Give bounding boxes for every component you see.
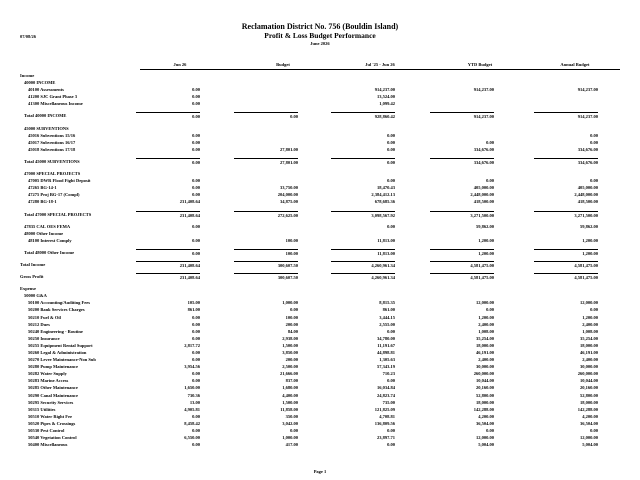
section-heading [0,230,640,237]
table-row [0,314,640,321]
row-label: 50250 Insurance [28,335,60,341]
table-row [0,100,640,107]
row-value: 2,448,000.00 [470,192,494,198]
row-label: Total 47000 SPECIAL PROJECTS [24,211,92,217]
row-value: 36,504.00 [580,420,598,426]
table-row [0,413,640,420]
table-row [0,434,640,441]
row-value: 35,254.00 [476,335,494,341]
row-value: 59,862.00 [476,223,494,229]
table-row [0,420,640,427]
row-value: 914,237.00 [577,87,598,93]
row-value: 0.00 [192,371,200,377]
row-value: 0.00 [387,442,395,448]
row-label: Expense [20,286,37,292]
row-label: 45018 Subventions 17/18 [28,146,76,152]
row-value: 4,400.00 [282,392,298,398]
row-value: 1,500.00 [282,399,298,405]
row-value: 0.00 [192,178,200,184]
row-value: 11,813.00 [377,237,395,243]
row-label: 41200 SJC Grant Phase 3 [28,94,78,100]
row-value: 46,191.00 [580,350,598,355]
row-value: 21,666.00 [280,371,298,377]
row-value: 3,271,500.00 [430,211,494,219]
row-value: 2,555.00 [379,321,395,327]
row-value: 0.00 [590,139,598,145]
row-value: 52,800.00 [580,392,598,398]
row-value: 861.00 [187,307,200,313]
row-value: 928,860.42 [331,112,395,120]
row-label: 50255 Equipment Rental Support [28,342,93,348]
row-value: 36,504.00 [476,420,494,426]
row-value: 1,200.00 [582,314,598,320]
row-label: 50100 Accounting/Auditing Fees [28,300,91,306]
row-value: 1,650.00 [184,385,200,391]
table-row [0,299,640,306]
row-value: 1,200.00 [478,237,494,243]
table-row [0,399,640,406]
row-value: 13,524.00 [377,94,395,100]
row-value: 0.00 [192,101,200,107]
row-value: 23,897.71 [377,435,395,441]
row-label: 50200 Bank Services Charges [28,307,85,313]
row-value: 0.00 [387,132,395,138]
total-row [0,211,640,218]
table-row [0,93,640,100]
row-value: 27,801.00 [280,146,298,152]
row-value: 405,000.00 [473,185,494,191]
row-value: 1,000.00 [282,435,298,441]
row-value: 1,000.00 [282,300,298,306]
table-row [0,191,640,198]
row-value: 334,676.00 [577,146,598,152]
row-value: 417.00 [285,442,298,448]
row-value: 4,905.81 [184,406,200,412]
row-value: 12,000.00 [476,435,494,441]
table-row [0,363,640,370]
row-value: 0.00 [387,139,395,145]
row-value: 3,042.00 [282,420,298,426]
row-value: 0.00 [192,237,200,243]
column-header-budget: Budget [276,62,290,67]
row-value: 2,500.00 [282,364,298,370]
table-row [0,86,640,93]
row-value: 0.00 [590,307,598,313]
column-headers [0,62,640,70]
row-label: 45017 Subventions 16/17 [28,139,76,145]
row-value: 34,875.00 [280,199,298,205]
row-value: 735.00 [382,399,395,405]
row-value: 4,200.00 [478,413,494,419]
table-row [0,384,640,391]
row-value: 8,458.42 [184,420,200,426]
row-label: 50315 Utilities [28,406,56,412]
row-value: 1,099.42 [379,101,395,107]
row-value: 3,098,567.92 [331,211,395,219]
row-value: 136,809.56 [374,420,395,426]
row-label: 45000 SUBVENTIONS [24,125,69,131]
table-row [0,223,640,230]
row-label: 50283 Marine Access [28,378,69,384]
table-row [0,441,640,448]
table-row [0,427,640,434]
row-value: 0.00 [192,146,200,152]
row-value: 46,191.00 [476,350,494,355]
column-header-ytd: Jul '25 - Jun 26 [365,62,395,67]
row-label: 50530 Pest Control [28,428,65,434]
row-value: 0.00 [192,442,200,448]
row-value: 0.00 [590,428,598,434]
row-value: 0.00 [486,178,494,184]
row-value: 4,260,961.34 [331,273,395,281]
row-value: 3,954.56 [184,364,200,370]
page-number: Page 1 [313,469,327,474]
row-value: 0.00 [192,350,200,355]
table-row [0,132,640,139]
row-value: 4,581,475.00 [534,261,598,269]
row-value: 4,200.00 [582,413,598,419]
row-value: 0.00 [192,357,200,363]
row-value: 0.00 [192,132,200,138]
section-heading [0,285,640,292]
row-label: Total 48000 Other Income [24,249,75,255]
row-value: 914,237.00 [374,87,395,93]
column-header-ytd-budget: YTD Budget [467,62,493,67]
row-value: 30,000.00 [580,364,598,370]
row-value: 730.36 [187,392,200,398]
column-header-annual-budget: Annual Budget [560,62,590,67]
section-heading [0,72,640,79]
row-value: 6,550.00 [184,435,200,441]
row-value: 0.00 [136,249,200,257]
row-value: 0.00 [192,314,200,320]
row-value: 3,271,500.00 [534,211,598,219]
table-row [0,306,640,313]
row-value: 0.00 [590,132,598,138]
row-value: 4,581,475.00 [534,273,598,281]
row-value: 18,000.00 [580,399,598,405]
row-value: 914,237.00 [430,112,494,120]
row-value: 2,384,412.13 [371,192,395,198]
row-value: 0.00 [387,328,395,334]
row-value: 12,000.00 [476,300,494,306]
row-value: 0.00 [192,335,200,341]
row-value: 0.00 [136,112,200,120]
row-value: 2,817.72 [184,342,200,348]
row-label: 47280 BG-18-1 [28,199,57,205]
row-value: 142,288.00 [473,406,494,412]
row-value: 5,004.00 [582,442,598,448]
row-label: 50000 G&A [24,293,47,299]
row-value: 0.00 [290,428,298,434]
row-value: 8,815.35 [379,300,395,306]
row-value: 3,850.00 [282,350,298,355]
row-value: 2,400.00 [478,321,494,327]
row-value: 100.00 [285,314,298,320]
row-label: Income [20,73,35,78]
row-value: 100.00 [285,237,298,243]
row-value: 52,800.00 [476,392,494,398]
row-value: 0.00 [387,146,395,152]
row-value: 914,237.00 [473,87,494,93]
row-value: 2,400.00 [582,357,598,363]
row-value: 260,000.00 [473,371,494,377]
row-value: 10,044.00 [476,378,494,384]
row-value: 0.00 [192,413,200,419]
row-value: 0.00 [486,307,494,313]
row-value: 2,938.00 [282,335,298,341]
row-value: 231,408.64 [179,199,200,205]
row-label: Total 45000 SUBVENTIONS [24,158,80,164]
report-rows [0,72,640,448]
row-label: 50520 Pipes & Crossings [28,420,76,426]
row-value: 914,237.00 [534,112,598,120]
row-value: 0.00 [192,328,200,334]
row-value: 710.23 [382,371,395,377]
row-value: 861.00 [382,307,395,313]
row-value: 142,288.00 [577,406,598,412]
row-value: 837.00 [285,378,298,384]
total-row [0,261,640,268]
table-row [0,184,640,191]
table-row [0,146,640,153]
row-value: 300,607.50 [234,273,298,281]
row-value: 27,801.00 [234,158,298,166]
row-value: 18,000.00 [476,342,494,348]
row-value: 0.00 [192,139,200,145]
row-value: 0.00 [290,307,298,313]
row-label: 45016 Subventions 15/16 [28,132,76,138]
row-value: 0.00 [192,185,200,191]
row-label: 48000 Other Income [24,230,64,236]
row-value: 24,823.74 [377,392,395,398]
row-value: 12,000.00 [580,300,598,306]
row-value: 405,000.00 [577,185,598,191]
row-value: 0.00 [234,112,298,120]
row-value: 2,400.00 [582,321,598,327]
row-label: 47000 SPECIAL PROJECTS [24,171,81,177]
row-value: 34,780.00 [377,335,395,341]
row-value: 30,000.00 [476,364,494,370]
row-value: 0.00 [331,158,395,166]
row-value: 4,708.81 [379,413,395,419]
row-value: 418,500.00 [577,199,598,205]
row-value: 0.00 [192,223,200,229]
row-value: 0.00 [192,192,200,198]
row-value: 231,408.64 [136,273,200,281]
table-row [0,139,640,146]
row-value: 5,004.00 [478,442,494,448]
row-value: 18,000.00 [476,399,494,405]
row-value: 121,825.09 [374,406,395,412]
table-row [0,237,640,244]
table-row [0,321,640,328]
row-label: 41300 Miscellaneous Income [28,101,83,107]
row-value: 200.00 [285,357,298,363]
row-value: 105.00 [187,300,200,306]
row-value: 0.00 [192,428,200,434]
row-value: 0.00 [192,87,200,93]
row-value: 18,000.00 [580,342,598,348]
row-value: 0.00 [136,158,200,166]
row-value: 418,500.00 [473,199,494,205]
column-header-jun: Jun 26 [173,62,187,67]
row-value: 0.00 [387,223,395,229]
row-label: 50270 Levee Maintenance-Non Sub [28,357,96,363]
row-value: 0.00 [192,321,200,327]
row-value: 1,200.00 [430,249,494,257]
row-value: 20,160.00 [476,385,494,391]
row-value: 4,581,475.00 [430,273,494,281]
section-heading [0,292,640,299]
row-value: 13.00 [189,399,200,405]
table-row [0,406,640,413]
report-subtitle: Profit & Loss Budget Performance [264,31,376,40]
section-heading [0,125,640,132]
row-label: 48100 Interest Comply [28,237,72,243]
row-value: 0.00 [486,139,494,145]
row-value: 4,260,961.34 [331,261,395,269]
row-label: 50510 Water Right Fee [28,413,72,419]
section-heading [0,170,640,177]
row-value: 10,044.00 [580,378,598,384]
row-value: 0.00 [486,428,494,434]
table-row [0,342,640,349]
row-value: 0.00 [387,178,395,184]
row-label: 40000 INCOME [24,80,56,86]
header-rule [140,69,620,70]
row-label: Total 40000 INCOME [24,113,67,119]
row-label: 47265 BG-14-1 [28,185,57,191]
row-value: 84.00 [287,328,298,334]
row-value: 0.00 [590,178,598,184]
table-row [0,328,640,335]
row-label: 50212 Dues [28,321,50,327]
row-value: 231,408.64 [136,261,200,269]
row-value: 0.00 [192,378,200,384]
row-value: 334,676.00 [473,146,494,152]
row-value: 1,305.63 [379,357,395,363]
row-label: Gross Profit [20,274,44,280]
report-period: June 2026 [310,41,330,46]
row-value: 200.00 [285,321,298,327]
row-label: 50240 Engineering - Routine [28,328,83,334]
row-value: 1,500.00 [282,342,298,348]
row-label: 50280 Pump Maintenance [28,364,78,370]
row-value: 0.00 [192,94,200,100]
table-row [0,356,640,363]
row-label: 50285 Other Maintenance [28,385,78,391]
table-row [0,335,640,342]
row-value: 33,750.00 [280,185,298,191]
row-value: 57,343.19 [377,364,395,370]
row-label: 50210 Fuel & Oil [28,314,61,320]
table-row [0,349,640,356]
row-value: 44,898.81 [377,350,395,355]
row-value: 11,858.00 [280,406,298,412]
row-label: 50282 Water Supply [28,371,67,377]
row-value: 35,254.00 [580,335,598,341]
row-value: 231,408.64 [136,211,200,219]
row-label: 47005 DWR Flood Fight Deposit [28,178,91,184]
row-value: 59,862.00 [580,223,598,229]
row-value: 1,200.00 [534,249,598,257]
row-label: 47835 CAL OES FEMA [24,223,71,229]
row-value: 334,676.00 [430,158,494,166]
row-value: 4,581,475.00 [430,261,494,269]
row-value: 1,680.00 [282,385,298,391]
row-value: 678,685.36 [374,199,395,205]
row-label: 47275 Proj BG-17 (Compl) [28,192,80,198]
total-row [0,158,640,165]
total-row [0,249,640,256]
table-row [0,177,640,184]
row-value: 0.00 [387,428,395,434]
row-value: 350.00 [285,413,298,419]
row-value: 3,444.15 [379,314,395,320]
row-value: 20,160.00 [580,385,598,391]
table-row [0,392,640,399]
table-row [0,370,640,377]
row-value: 272,625.00 [234,211,298,219]
report-title: Reclamation District No. 756 (Bouldin Island) [241,22,399,31]
row-label: 40100 Assessments [28,87,64,93]
section-heading [0,79,640,86]
row-value: 1,008.00 [478,328,494,334]
row-value: 300,607.50 [234,261,298,269]
run-date: 07/08/26 [20,34,37,39]
row-value: 16,034.84 [377,385,395,391]
row-value: 18,470.43 [377,185,395,191]
row-value: 100.00 [234,249,298,257]
table-row [0,377,640,384]
row-label: 50400 Miscellaneous [28,442,68,448]
total-row [0,273,640,280]
row-value: 1,200.00 [582,237,598,243]
row-value: 2,448,000.00 [574,192,598,198]
row-value: 260,000.00 [577,371,598,377]
row-label: 50260 Legal & Administration [28,350,87,355]
row-value: 0.00 [387,378,395,384]
row-value: 11,813.00 [331,249,395,257]
total-row [0,112,640,119]
row-value: 2,400.00 [478,357,494,363]
row-label: 50295 Security Services [28,399,74,405]
table-row [0,198,640,205]
row-label: Total Income [20,261,46,267]
row-value: 12,000.00 [580,435,598,441]
row-value: 204,000.00 [277,192,298,198]
report-title-block [0,22,640,47]
row-value: 11,191.67 [377,342,395,348]
row-label: 50290 Canal Maintenance [28,392,78,398]
row-value: 334,676.00 [534,158,598,166]
row-value: 1,200.00 [478,314,494,320]
row-value: 1,008.00 [582,328,598,334]
row-label: 50540 Vegetation Control [28,435,77,441]
